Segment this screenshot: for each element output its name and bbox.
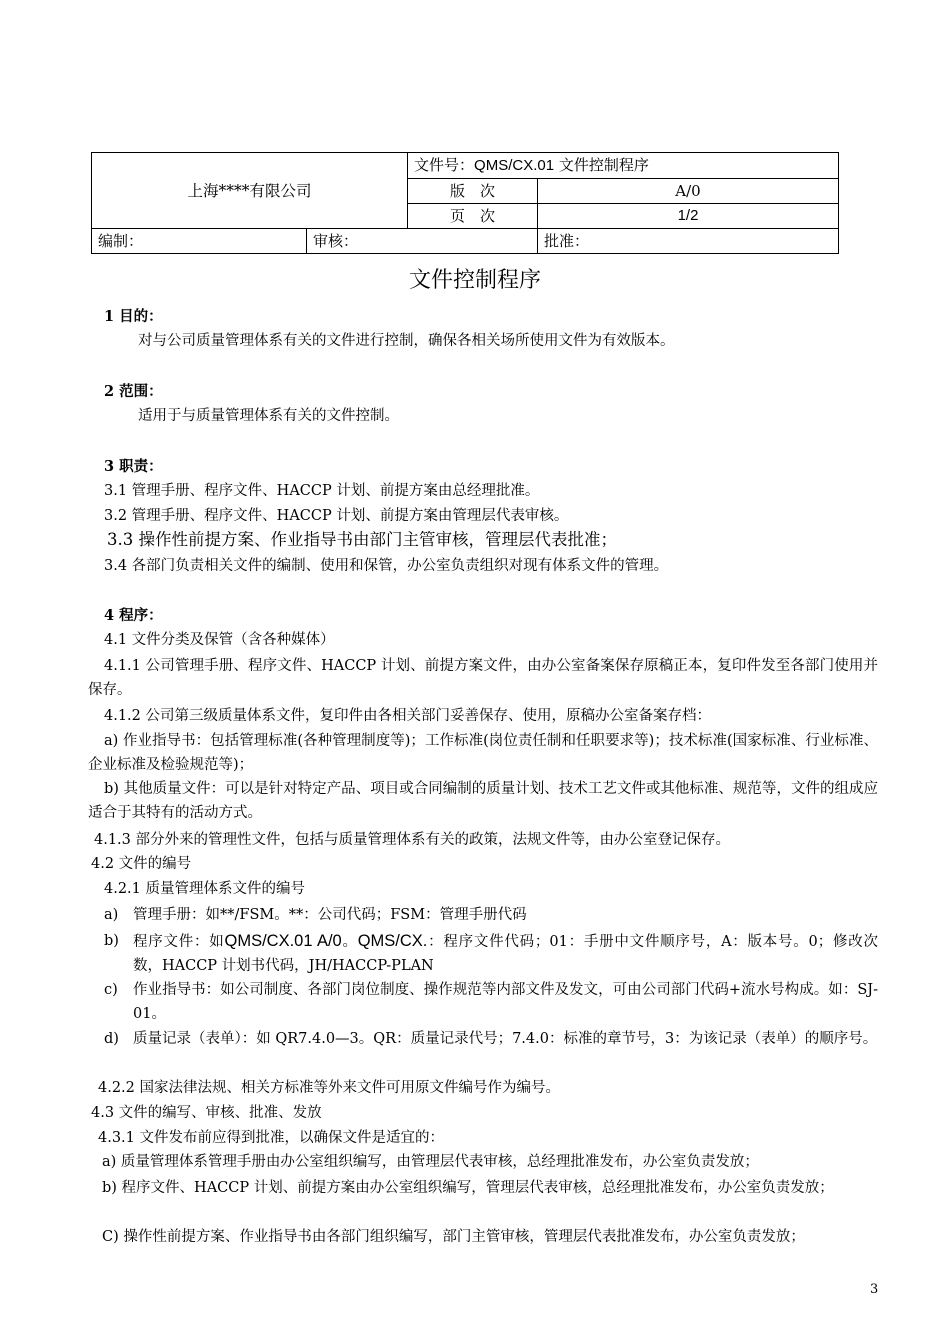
version-label: 版 次 <box>408 179 538 204</box>
company-name: 上海****有限公司 <box>92 153 408 229</box>
list-text: 管理手册：如**/FSM。**：公司代码；FSM：管理手册代码 <box>133 907 527 923</box>
doc-number-title: 文件控制程序 <box>558 156 649 174</box>
section-1-heading: 1 目的： <box>104 308 163 325</box>
section-4-2: 4.2 文件的编号 <box>91 856 192 872</box>
list-text <box>133 929 878 978</box>
reviewed-label: 审核： <box>307 229 538 254</box>
section-4-heading: 4 程序： <box>104 607 163 624</box>
section-4-2-2: 4.2.2 国家法律法规、相关方标准等外来文件可用原文件编号作为编号。 <box>98 1080 561 1096</box>
list-text-post: ：程序文件代码；01：手册中文件顺序号，A：版本号。0；修改次数，HACCP 计划书代码，JH/HACCP-PLAN <box>133 934 879 974</box>
approved-label: 批准： <box>538 229 839 254</box>
list-marker: d) <box>104 1031 119 1047</box>
section-2-text: 适用于与质量管理体系有关的文件控制。 <box>138 408 399 424</box>
section-4-2-1: 4.2.1 质量管理体系文件的编号 <box>104 881 306 897</box>
section-4-3-1: 4.3.1 文件发布前应得到批准，以确保文件是适宜的： <box>98 1130 445 1146</box>
section-3-item-1: 3.1 管理手册、程序文件、HACCP 计划、前提方案由总经理批准。 <box>104 483 540 499</box>
page-value: 1/2 <box>538 204 839 229</box>
list-text-mid: 。 <box>341 934 358 950</box>
section-3-heading: 3 职责： <box>104 458 163 475</box>
section-4-3-1-c: C) 操作性前提方案、作业指导书由各部门组织编写，部门主管审核，管理层代表批准发布，办公室负责发放； <box>102 1229 805 1245</box>
code-qms-cx: QMS/CX. <box>357 932 428 950</box>
section-4-1: 4.1 文件分类及保管（含各种媒体） <box>104 632 335 648</box>
list-marker: a) <box>104 907 119 923</box>
list-marker: b) <box>104 933 119 949</box>
doc-number-cell <box>408 153 839 179</box>
document-title: 文件控制程序 <box>408 268 541 293</box>
list-text: 作业指导书：如公司制度、各部门岗位制度、操作规范等内部文件及发文，可由公司部门代码+流水号构成。如：SJ-01。 <box>133 982 878 1022</box>
section-4-1-1: 4.1.1 公司管理手册、程序文件、HACCP 计划、前提方案文件，由办公室备案保存原稿正本，复印件发至各部门使用并保存。 <box>88 658 878 698</box>
version-value: A/0 <box>538 179 839 204</box>
document-header-table <box>91 152 839 254</box>
section-4-1-2: 4.1.2 公司第三级质量体系文件，复印件由各相关部门妥善保存、使用，原稿办公室备案存档： <box>104 708 711 724</box>
code-qms-cx01: QMS/CX.01 A/0 <box>224 932 342 950</box>
section-3-item-2: 3.2 管理手册、程序文件、HACCP 计划、前提方案由管理层代表审核。 <box>104 508 569 524</box>
list-text: 质量记录（表单）：如 QR7.4.0—3。QR：质量记录代号；7.4.0：标准的章节号，3：为该记录（表单）的顺序号。 <box>133 1031 878 1047</box>
section-4-1-3: 4.1.3 部分外来的管理性文件，包括与质量管理体系有关的政策，法规文件等，由办公室登记保存。 <box>94 832 730 848</box>
list-item <box>104 1027 878 1077</box>
section-4-1-2-a: a) 作业指导书：包括管理标准(各种管理制度等)；工作标准(岗位责任制和任职要求等)；技术标准(国家标准、行业标准、企业标准及检验规范等)； <box>88 733 878 773</box>
section-3-item-3: 3.3 操作性前提方案、作业指导书由部门主管审核，管理层代表批准； <box>107 530 617 549</box>
section-2-heading: 2 范围： <box>104 383 163 400</box>
list-item <box>104 929 879 979</box>
prepared-label: 编制： <box>92 229 307 254</box>
list-text-pre: 程序文件：如 <box>133 934 225 950</box>
page-label: 页 次 <box>408 204 538 229</box>
doc-number-label: 文件号： <box>414 156 475 174</box>
page-number: 3 <box>870 1282 879 1297</box>
section-4-3: 4.3 文件的编写、审核、批准、发放 <box>91 1105 322 1121</box>
section-1-text: 对与公司质量管理体系有关的文件进行控制，确保各相关场所使用文件为有效版本。 <box>138 333 675 349</box>
list-item <box>104 978 878 1028</box>
section-4-3-1-a: a) 质量管理体系管理手册由办公室组织编写，由管理层代表审核，总经理批准发布，办公室负责发放； <box>102 1154 759 1170</box>
section-4-1-2-b: b) 其他质量文件：可以是针对特定产品、项目或合同编制的质量计划、技术工艺文件或其他标准、规范等，文件的组成应适合于其特有的活动方式。 <box>88 781 878 821</box>
doc-number-value: QMS/CX.01 <box>474 157 555 174</box>
section-4-3-1-b: b) 程序文件、HACCP 计划、前提方案由办公室组织编写，管理层代表审核，总经理批准发布，办公室负责发放； <box>102 1180 834 1196</box>
section-3-item-4: 3.4 各部门负责相关文件的编制、使用和保管，办公室负责组织对现有体系文件的管理。 <box>104 558 669 574</box>
list-marker: c) <box>104 982 118 998</box>
